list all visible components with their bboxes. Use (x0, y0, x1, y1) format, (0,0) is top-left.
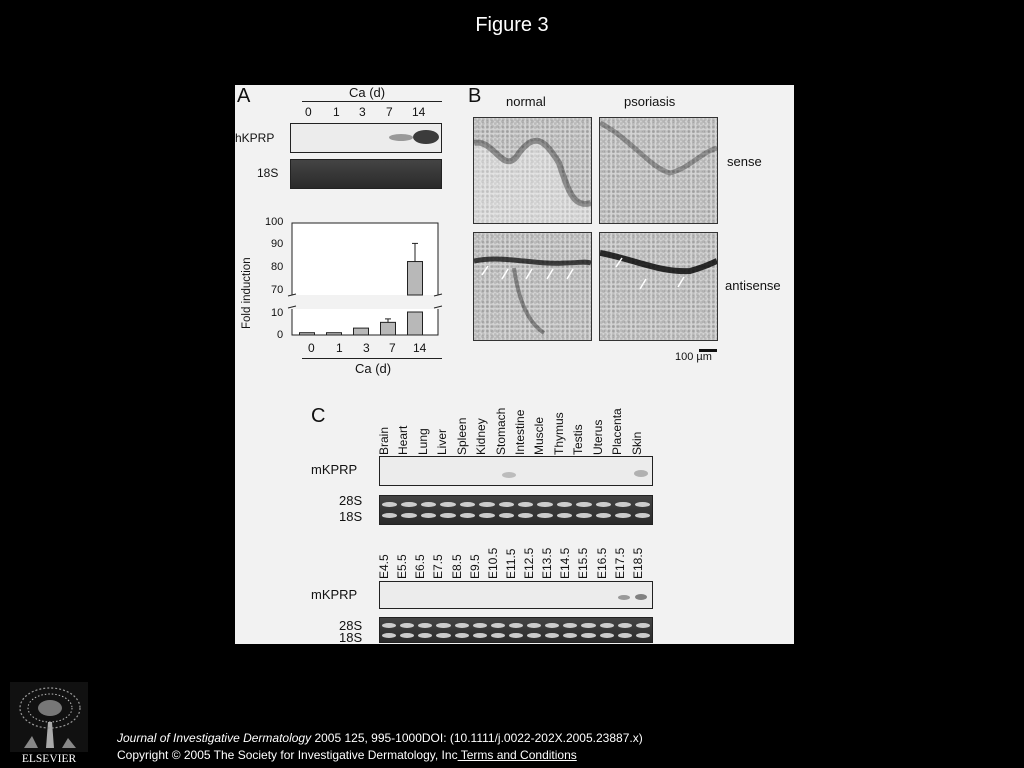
mkprp-tissue-blot (379, 456, 653, 486)
rrna-band (401, 513, 416, 518)
rrna-band (509, 633, 523, 638)
blot-band (389, 134, 413, 141)
rrna-band (436, 623, 450, 628)
rrna-band (600, 633, 614, 638)
tissue-lane-label: Brain (377, 426, 391, 455)
elsevier-logo (10, 682, 88, 764)
axis-break-gap (288, 295, 444, 309)
lane-label: 1 (333, 105, 340, 119)
rrna-band (479, 513, 494, 518)
embryo-lane-label: E5.5 (395, 554, 410, 579)
embryo-lane-label: E4.5 (377, 554, 391, 579)
tissue-lane-label: Kidney (474, 418, 489, 455)
bar (327, 333, 342, 335)
tissue-lane-label: Intestine (513, 409, 527, 455)
rrna-band (527, 633, 541, 638)
tissue-lane-label: Uterus (590, 419, 605, 455)
figure-panel (235, 85, 794, 644)
x-tick-label: 7 (389, 341, 396, 355)
18s-label: 18S (257, 166, 279, 180)
page-title: Figure 3 (475, 14, 549, 36)
terms-link[interactable]: Terms and Conditions (457, 748, 577, 762)
rrna-band (509, 623, 523, 628)
lane-label: 7 (386, 105, 393, 119)
blot-band (635, 594, 647, 600)
rrna-band (382, 633, 396, 638)
micrograph-psoriasis-sense (599, 117, 718, 224)
gel-header-line (302, 101, 442, 102)
28s-label: 28S (339, 493, 363, 508)
column-label-psoriasis: psoriasis (624, 94, 676, 109)
x-tick-label: 14 (413, 341, 427, 355)
mkprp-label: mKPRP (311, 587, 358, 602)
rrna-band (440, 502, 455, 507)
tissue-lane-label: Testis (571, 424, 586, 455)
rrna-band (518, 513, 533, 518)
rrna-band (636, 623, 650, 628)
x-axis-group-line (302, 358, 442, 359)
rrna-band (421, 513, 436, 518)
citation-line (117, 731, 643, 745)
lane-label: 14 (412, 105, 426, 119)
tissue-lane-label: Placenta (610, 408, 625, 455)
y-axis-label: Fold induction (241, 257, 253, 329)
blot-band (413, 130, 439, 144)
y-tick-label: 0 (277, 329, 284, 341)
blot-band (618, 595, 630, 600)
embryo-lane-label: E14.5 (558, 547, 573, 579)
rrna-band (473, 633, 487, 638)
rrna-band (635, 513, 650, 518)
28s-label: 28S (339, 618, 363, 633)
panel-b-label: B (468, 85, 482, 107)
rrna-band (545, 633, 559, 638)
row-label-sense: sense (727, 154, 762, 169)
rrna-band (557, 502, 572, 507)
rrna-band (615, 513, 630, 518)
journal-name: Journal of Investigative Dermatology (117, 731, 312, 745)
rrna-band (491, 623, 505, 628)
y-tick-label: 80 (271, 261, 284, 273)
rrna-band (581, 623, 595, 628)
rrna-band (382, 502, 397, 507)
rrna-band (635, 502, 650, 507)
embryo-lane-label: E13.5 (540, 547, 555, 579)
rrna-tissue-blot (379, 495, 653, 525)
x-tick-label: 1 (336, 341, 343, 355)
column-label-normal: normal (506, 94, 546, 109)
mkprp-embryo-blot (379, 581, 653, 609)
rrna-band (581, 633, 595, 638)
scale-bar-label: 100 µm (675, 351, 712, 363)
embryo-lane-label: E12.5 (522, 547, 537, 579)
lane-label: 0 (305, 105, 312, 119)
tissue-lane-label: Thymus (551, 412, 566, 455)
rrna-band (382, 623, 396, 628)
fold-induction-chart (285, 215, 445, 345)
x-tick-label: 3 (363, 341, 370, 355)
y-tick-label: 90 (271, 238, 284, 250)
rrna-band (401, 502, 416, 507)
hkprp-label: hKPRP (235, 131, 275, 145)
tissue-lane-label: Skin (629, 431, 644, 455)
rrna-band (557, 513, 572, 518)
micrograph-normal-sense (473, 117, 592, 224)
rrna-band (436, 633, 450, 638)
rrna-band (499, 513, 514, 518)
embryo-lane-label: E11.5 (503, 548, 518, 579)
x-axis-label: Ca (d) (355, 361, 392, 376)
citation-details: 2005 125, 995-1000DOI: (10.1111/j.0022-202X.2005.23887.x) (311, 731, 643, 745)
embryo-lane-label: E10.5 (485, 547, 500, 579)
bar (408, 312, 423, 335)
rrna-band (400, 633, 414, 638)
tissue-lane-label: Spleen (454, 417, 469, 455)
rrna-band (455, 633, 469, 638)
bar (408, 262, 423, 295)
rrna-band (576, 513, 591, 518)
rrna-band (400, 623, 414, 628)
18s-label: 18S (339, 509, 363, 524)
bar (381, 322, 396, 335)
18s-blot (290, 159, 442, 189)
y-tick-label: 10 (271, 307, 284, 319)
panel-a-label: A (237, 85, 251, 107)
rrna-band (537, 513, 552, 518)
rrna-band (455, 623, 469, 628)
bar (354, 328, 369, 335)
embryo-lane-label: E9.5 (467, 554, 482, 579)
embryo-lane-label: E17.5 (612, 547, 627, 579)
rrna-band (418, 623, 432, 628)
rrna-band (563, 633, 577, 638)
rrna-band (537, 502, 552, 507)
rrna-band (440, 513, 455, 518)
rrna-band (382, 513, 397, 518)
blot-band (634, 470, 648, 477)
rrna-band (460, 502, 475, 507)
rrna-band (499, 502, 514, 507)
row-label-antisense: antisense (725, 278, 781, 293)
rrna-band (545, 623, 559, 628)
embryo-lane-label: E18.5 (630, 547, 645, 579)
rrna-band (491, 633, 505, 638)
copyright-text: Copyright © 2005 The Society for Investigative Dermatology, Inc (117, 748, 458, 762)
rrna-band (479, 502, 494, 507)
rrna-band (418, 633, 432, 638)
micrograph-psoriasis-antisense (599, 232, 718, 341)
rrna-band (600, 623, 614, 628)
embryo-lane-label: E8.5 (449, 554, 464, 579)
rrna-band (563, 623, 577, 628)
gel-header: Ca (d) (349, 85, 386, 100)
rrna-band (473, 623, 487, 628)
lane-label: 3 (359, 105, 366, 119)
rrna-band (460, 513, 475, 518)
tissue-lane-label: Muscle (532, 416, 547, 455)
bar (300, 333, 315, 335)
tissue-lane-label: Heart (396, 425, 411, 455)
tissue-lane-label: Stomach (493, 407, 508, 455)
mkprp-label: mKPRP (311, 462, 358, 477)
rrna-band (518, 502, 533, 507)
rrna-band (596, 513, 611, 518)
18s-label: 18S (339, 630, 363, 645)
rrna-band (636, 633, 650, 638)
embryo-lane-label: E6.5 (413, 554, 428, 579)
rrna-band (527, 623, 541, 628)
embryo-lane-label: E15.5 (576, 547, 591, 579)
tissue-lane-label: Liver (435, 428, 450, 455)
embryo-lane-label: E16.5 (594, 547, 609, 579)
panel-c-label: C (311, 405, 326, 427)
blot-band (502, 472, 516, 478)
rrna-embryo-blot (379, 617, 653, 643)
y-tick-label: 100 (265, 216, 284, 228)
x-tick-label: 0 (308, 341, 315, 355)
rrna-band (618, 633, 632, 638)
rrna-band (618, 623, 632, 628)
logo-text: ELSEVIER (21, 753, 77, 764)
y-tick-label: 70 (271, 284, 284, 296)
rrna-band (576, 502, 591, 507)
rrna-band (596, 502, 611, 507)
tissue-lane-label: Lung (415, 428, 430, 455)
micrograph-normal-antisense (473, 232, 592, 341)
hkprp-blot (290, 123, 442, 153)
rrna-band (421, 502, 436, 507)
rrna-band (615, 502, 630, 507)
copyright-line (117, 748, 577, 762)
embryo-lane-label: E7.5 (431, 554, 446, 579)
